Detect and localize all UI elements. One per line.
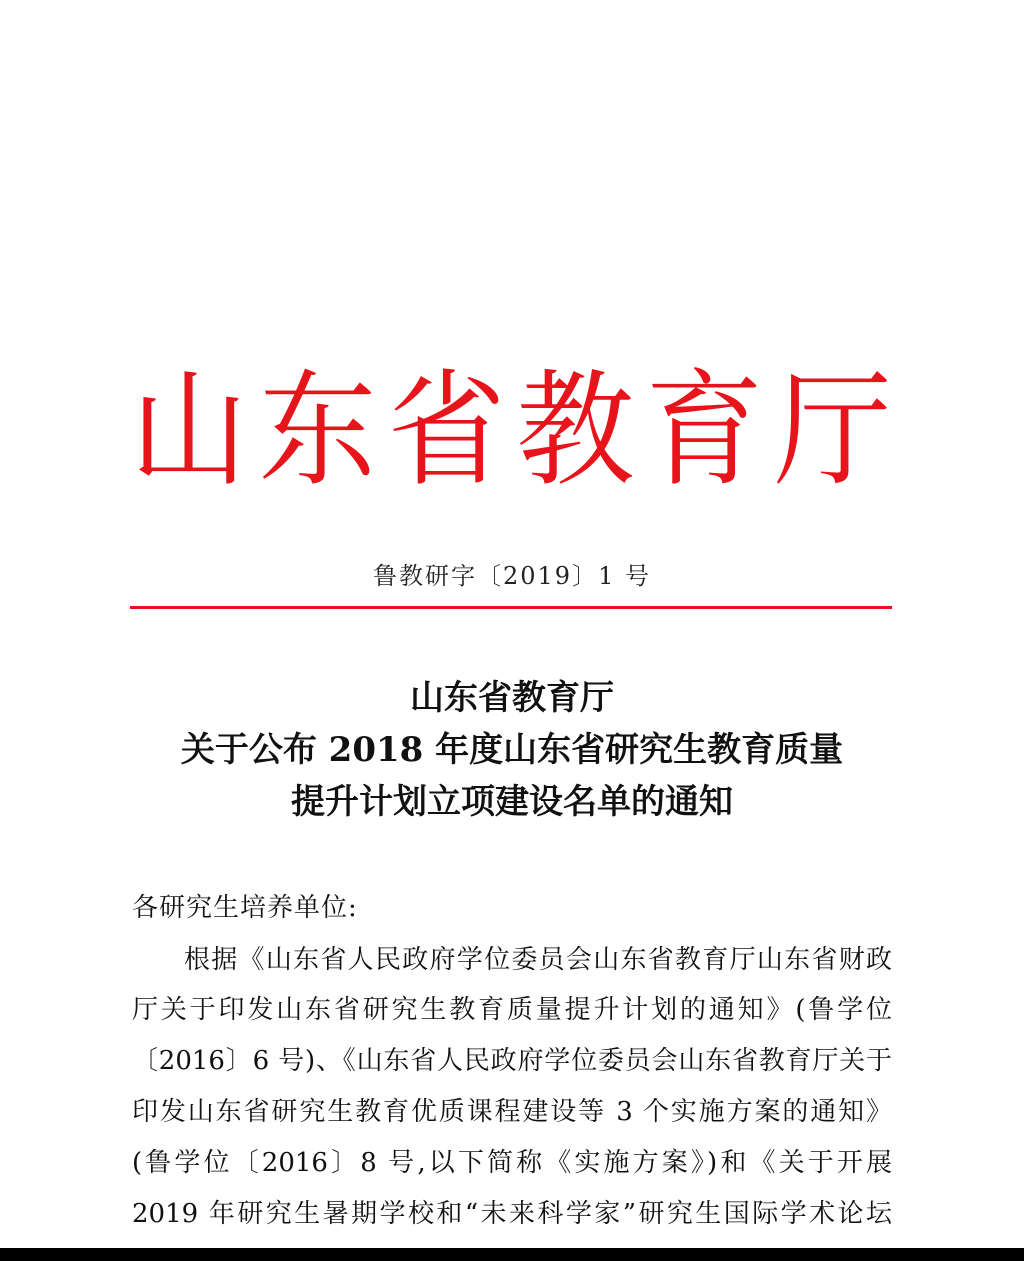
document-number: 鲁教研字〔2019〕1 号	[373, 562, 651, 590]
masthead-char: 育	[645, 356, 764, 504]
masthead-red-header	[130, 356, 892, 504]
body-line-4: 印发山东省研究生教育优质课程建设等 3 个实施方案的通知》	[132, 1097, 892, 1127]
document-title	[100, 672, 924, 828]
title-line-1: 山东省教育厅	[410, 678, 614, 718]
masthead-char: 东	[258, 356, 377, 504]
body-line-6: 2019 年研究生暑期学校和“未来科学家”研究生国际学术论坛	[132, 1199, 892, 1229]
masthead-char: 省	[387, 356, 506, 504]
body-line-1: 根据《山东省人民政府学位委员会山东省教育厅山东省财政	[184, 945, 892, 975]
red-divider-line	[130, 606, 892, 609]
page-bottom-edge	[0, 1248, 1024, 1261]
salutation: 各研究生培养单位:	[132, 893, 358, 923]
title-line-3: 提升计划立项建设名单的通知	[291, 782, 733, 822]
body-line-2: 厅关于印发山东省研究生教育质量提升计划的通知》(鲁学位	[132, 995, 892, 1025]
title-line-2: 关于公布 2018 年度山东省研究生教育质量	[180, 730, 844, 770]
body-line-3: 〔2016〕6 号)、《山东省人民政府学位委员会山东省教育厅关于	[132, 1046, 892, 1076]
masthead-char: 山	[130, 356, 249, 504]
body-line-5: (鲁学位〔2016〕8 号,以下简称《实施方案》)和《关于开展	[132, 1148, 892, 1178]
masthead-char: 教	[516, 356, 635, 504]
masthead-char: 厅	[773, 356, 892, 504]
